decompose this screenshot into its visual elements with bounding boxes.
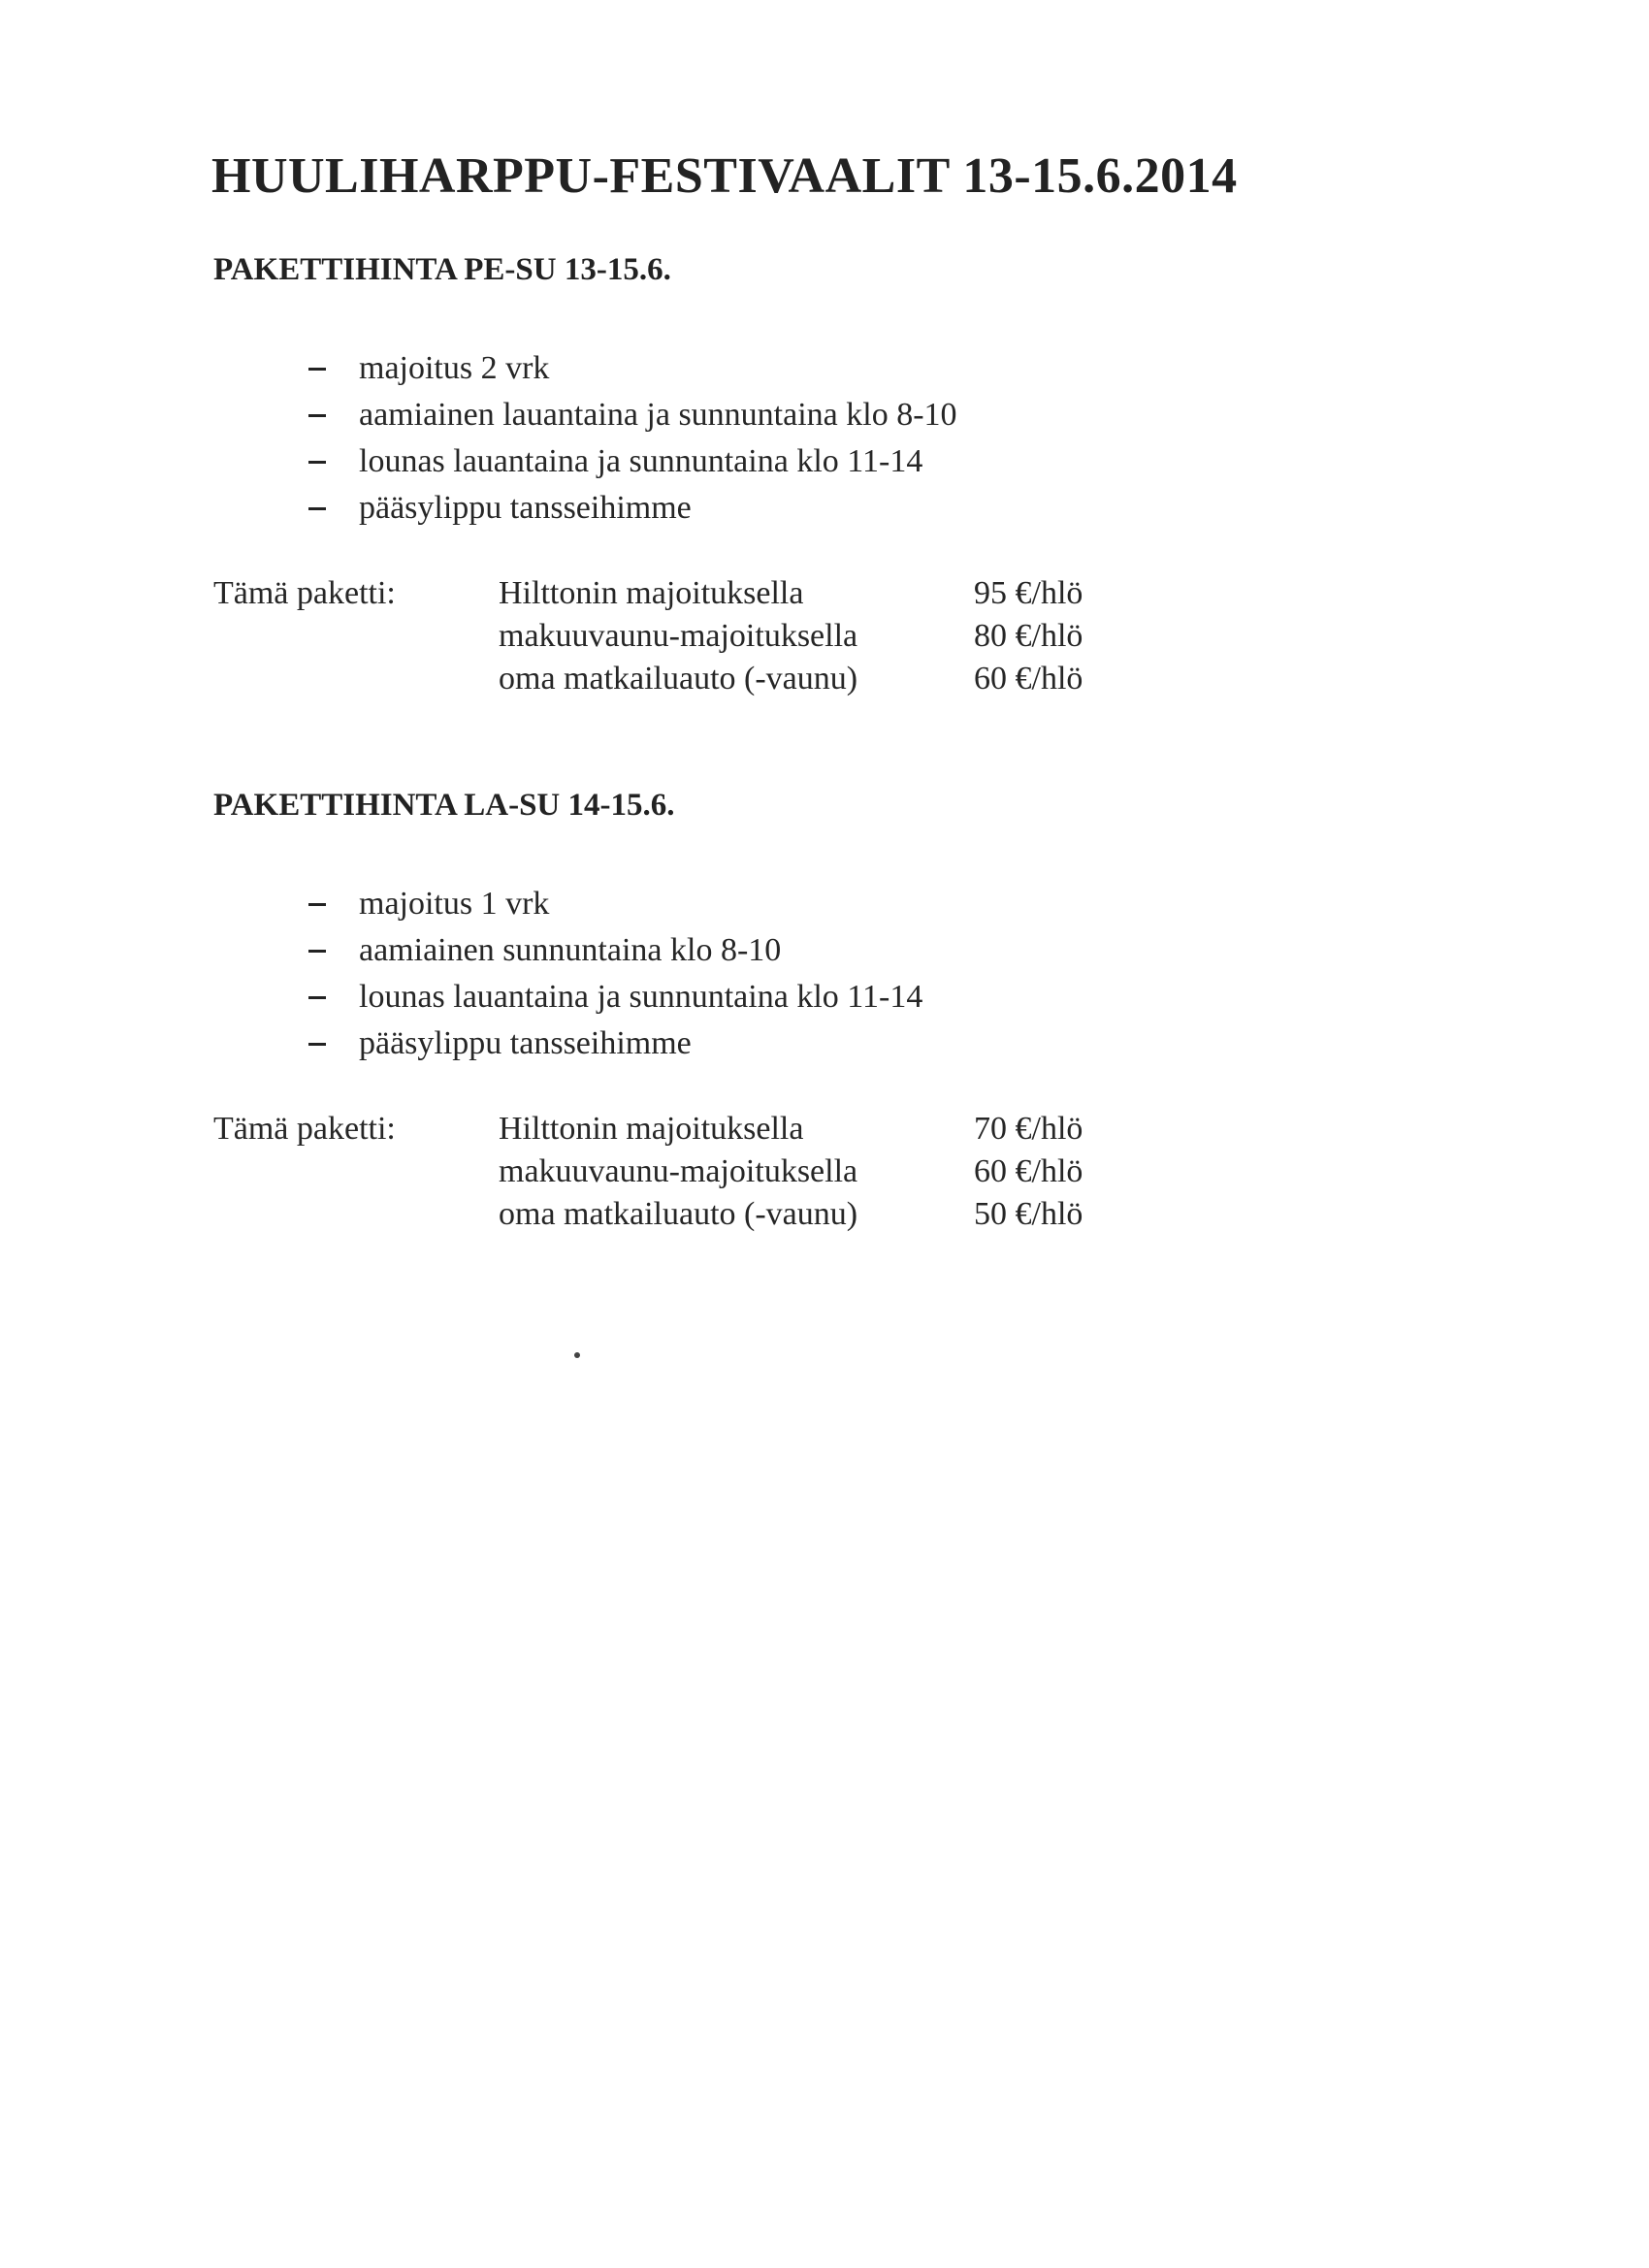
section-heading: PAKETTIHINTA LA-SU 14-15.6. [213, 788, 675, 823]
price-row [499, 658, 1119, 700]
price-value: 60 €/hlö [974, 1153, 1083, 1189]
dash-bullet-icon [308, 996, 326, 999]
dash-bullet-icon [308, 461, 326, 464]
accommodation-option: Hilttonin majoituksella [499, 1111, 804, 1147]
price-value: 95 €/hlö [974, 575, 1083, 611]
price-value: 70 €/hlö [974, 1111, 1083, 1147]
accommodation-option: oma matkailuauto (-vaunu) [499, 1196, 858, 1232]
list-item-text: aamiainen sunnuntaina klo 8-10 [359, 932, 782, 968]
price-value: 80 €/hlö [974, 618, 1083, 654]
scan-speck [574, 1352, 580, 1358]
list-item-text: majoitus 2 vrk [359, 350, 550, 386]
accommodation-option: makuuvaunu-majoituksella [499, 618, 858, 654]
list-item-text: majoitus 1 vrk [359, 886, 550, 922]
price-label: Tämä paketti: [213, 1111, 396, 1147]
section-heading: PAKETTIHINTA PE-SU 13-15.6. [213, 252, 671, 287]
list-item-text: lounas lauantaina ja sunnuntaina klo 11-14 [359, 443, 923, 479]
price-row [499, 1193, 1119, 1236]
accommodation-option: Hilttonin majoituksella [499, 575, 804, 611]
dash-bullet-icon [308, 507, 326, 510]
accommodation-option: oma matkailuauto (-vaunu) [499, 661, 858, 697]
dash-bullet-icon [308, 950, 326, 953]
price-value: 60 €/hlö [974, 661, 1083, 697]
dash-bullet-icon [308, 1043, 326, 1046]
price-row [499, 1108, 1119, 1150]
dash-bullet-icon [308, 368, 326, 371]
dash-bullet-icon [308, 903, 326, 906]
price-value: 50 €/hlö [974, 1196, 1083, 1232]
price-row [499, 1150, 1119, 1193]
accommodation-option: makuuvaunu-majoituksella [499, 1153, 858, 1189]
dash-bullet-icon [308, 414, 326, 417]
price-label: Tämä paketti: [213, 575, 396, 611]
price-row [499, 615, 1119, 658]
list-item-text: aamiainen lauantaina ja sunnuntaina klo 8-10 [359, 397, 957, 433]
list-item-text: pääsylippu tansseihimme [359, 1025, 692, 1061]
list-item-text: pääsylippu tansseihimme [359, 490, 692, 526]
list-item-text: lounas lauantaina ja sunnuntaina klo 11-14 [359, 979, 923, 1015]
document-title: HUULIHARPPU-FESTIVAALIT 13-15.6.2014 [211, 148, 1238, 204]
price-row [499, 572, 1119, 615]
